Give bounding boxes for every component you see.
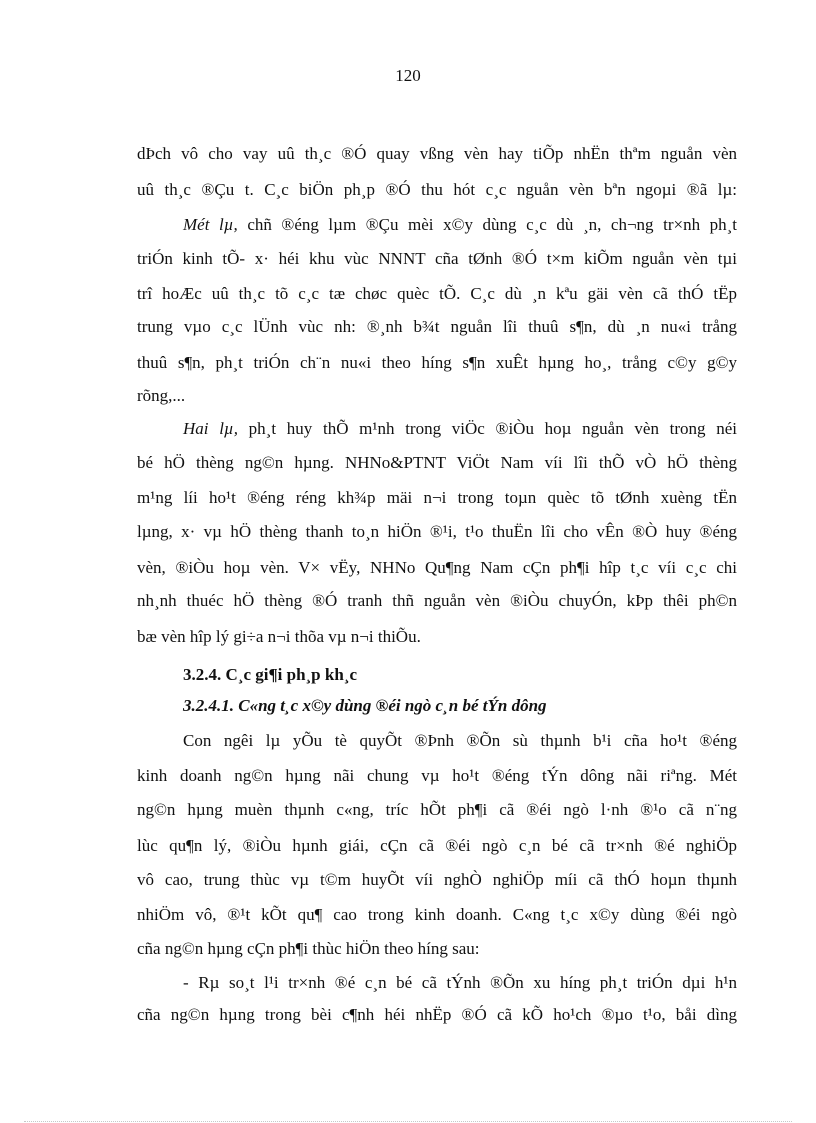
text-line-3 xyxy=(183,214,737,236)
line-text: chñ ®éng lµm ®Çu mèi x©y dùng c¸c dù ¸n, ch¬ng tr×nh ph¸t xyxy=(237,215,738,234)
text-line-10: bé hÖ thèng ng©n hµng. NHNo&PTNT ViÖt Nam víi lîi thÕ vÒ hÖ thèng xyxy=(137,453,737,472)
page-bottom-divider xyxy=(24,1121,792,1122)
text-line-16: 3.2.4. C¸c gi¶i ph¸p kh¸c xyxy=(183,665,358,684)
lead-phrase: Mét lµ, xyxy=(183,215,238,234)
text-line-13: vèn, ®iÒu hoµ vèn. V× vËy, NHNo Qu¶ng Nam cÇn ph¶i hîp t¸c víi c¸c chi xyxy=(137,558,737,577)
text-line-12: lµng, x· vµ hÖ thèng thanh to¸n hiÖn ®¹i, t¹o thuËn lîi cho vÊn ®Ò huy ®éng xyxy=(137,522,737,541)
text-line-17: 3.2.4.1. C«ng t¸c x©y dùng ®éi ngò c¸n bé tÝn dông xyxy=(183,696,547,715)
line-text: ph¸t huy thÕ m¹nh trong viÖc ®iÒu hoµ nguån vèn trong néi xyxy=(237,419,737,438)
text-line-6: trung vµo c¸c lÜnh vùc nh: ®¸nh b¾t nguån lîi thuû s¶n, dù ¸n nu«i trång xyxy=(137,317,737,336)
text-line-21: lùc qu¶n lý, ®iÒu hµnh giái, cÇn cã ®éi ngò c¸n bé cã tr×nh ®é nghiÖp xyxy=(137,836,737,855)
text-line-5: trî hoÆc uû th¸c tõ c¸c tæ chøc quèc tÕ. C¸c dù ¸n kªu gäi vèn cã thÓ tËp xyxy=(137,284,737,303)
text-line-9 xyxy=(183,418,737,440)
text-line-18: Con ngêi lµ yÕu tè quyÕt ®Þnh ®Õn sù thµnh b¹i cña ho¹t ®éng xyxy=(183,731,737,750)
text-line-2: uû th¸c ®Çu t. C¸c biÖn ph¸p ®Ó thu hót c¸c nguån vèn bªn ngoµi ®ã lµ: xyxy=(137,180,737,199)
text-line-19: kinh doanh ng©n hµng nãi chung vµ ho¹t ®éng tÝn dông nãi riªng. Mét xyxy=(137,766,737,785)
text-line-23: nhiÖm vô, ®¹t kÕt qu¶ cao trong kinh doanh. C«ng t¸c x©y dùng ®éi ngò xyxy=(137,905,737,924)
page-number: 120 xyxy=(395,66,421,85)
text-line-15: bæ vèn hîp lý gi÷a n¬i thõa vµ n¬i thiÕu. xyxy=(137,627,421,646)
lead-phrase: Hai lµ, xyxy=(183,419,238,438)
text-line-11: m¹ng líi ho¹t ®éng réng kh¾p mäi n¬i trong toµn quèc tõ tØnh xuèng tËn xyxy=(137,488,737,507)
text-line-8: rõng,... xyxy=(137,386,186,405)
text-line-26: cña ng©n hµng trong bèi c¶nh héi nhËp ®Ó cã kÕ ho¹ch ®µo t¹o, båi dìng xyxy=(137,1005,737,1024)
text-line-14: nh¸nh thuéc hÖ thèng ®Ó tranh thñ nguån vèn ®iÒu chuyÓn, kÞp thêi ph©n xyxy=(137,591,737,610)
text-line-4: triÓn kinh tÕ- x· héi khu vùc NNNT cña tØnh ®Ó t×m kiÕm nguån vèn tµi xyxy=(137,249,737,268)
text-line-24: cña ng©n hµng cÇn ph¶i thùc hiÖn theo híng sau: xyxy=(137,939,480,958)
text-line-1: dÞch vô cho vay uû th¸c ®Ó quay vßng vèn hay tiÕp nhËn thªm nguån vèn xyxy=(137,144,737,163)
text-line-7: thuû s¶n, ph¸t triÓn ch¨n nu«i theo híng s¶n xuÊt hµng ho¸, trång c©y g©y xyxy=(137,353,737,372)
text-line-20: ng©n hµng muèn thµnh c«ng, tríc hÕt ph¶i cã ®éi ngò l·nh ®¹o cã n¨ng xyxy=(137,800,737,819)
text-line-22: vô cao, trung thùc vµ t©m huyÕt víi nghÒ nghiÖp míi cã thÓ hoµn thµnh xyxy=(137,870,737,889)
text-line-25: - Rµ so¸t l¹i tr×nh ®é c¸n bé cã tÝnh ®Õn xu híng ph¸t triÓn dµi h¹n xyxy=(183,973,737,992)
